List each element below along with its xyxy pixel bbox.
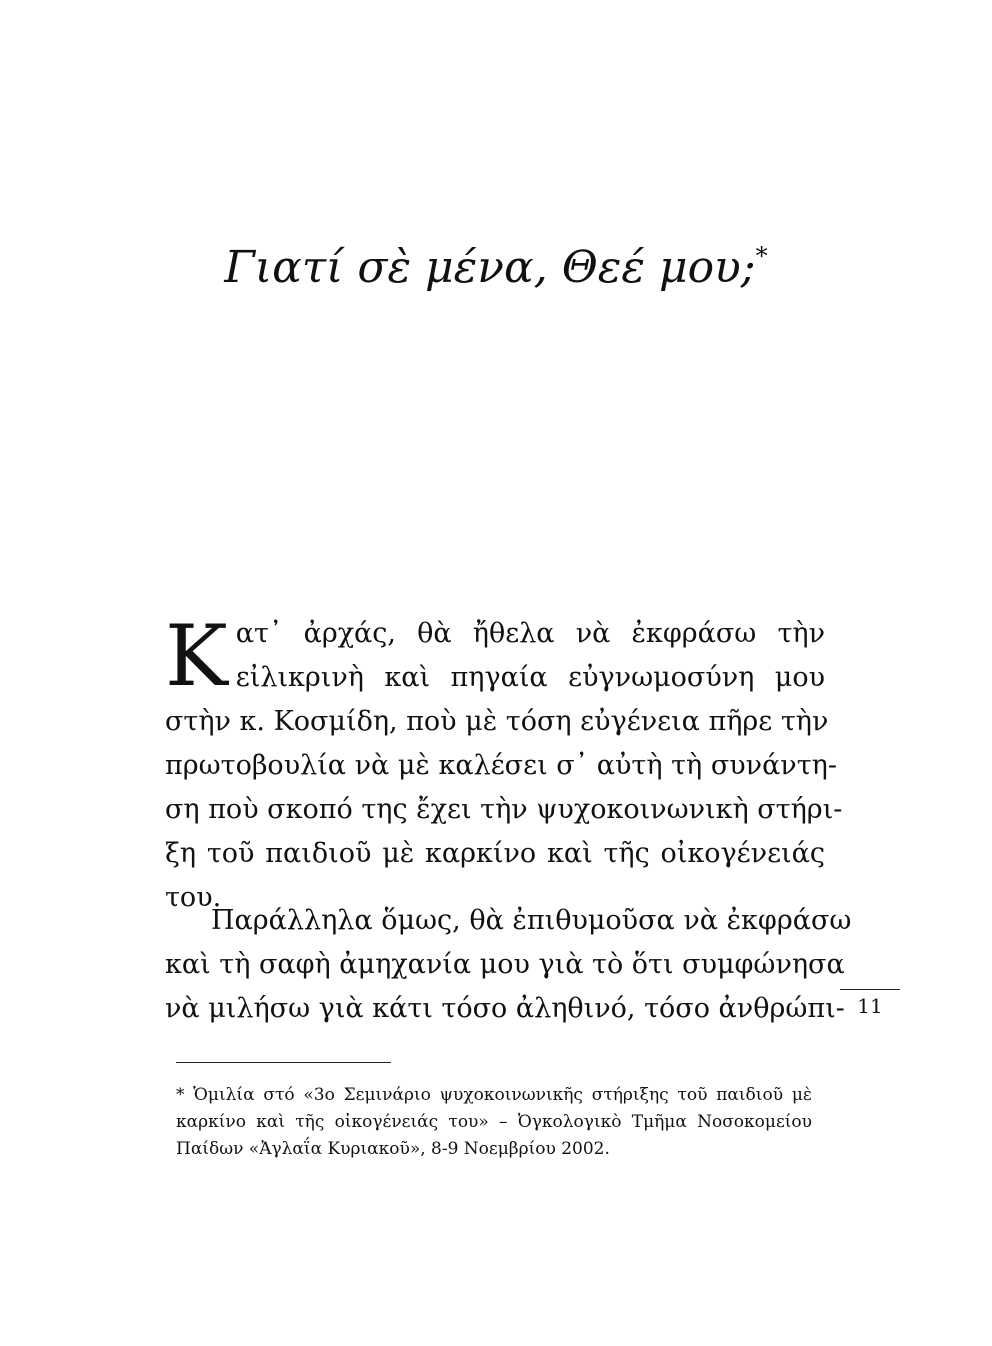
paragraph-line: ατ᾽ ἀρχάς, θὰ ἤθελα νὰ ἐκφράσω τὴν xyxy=(235,618,825,649)
paragraph-line: καὶ τὴ σαφὴ ἀμηχανία μου γιὰ τὸ ὅτι συμφώνησα xyxy=(165,949,845,980)
paragraph-2 xyxy=(165,899,852,1031)
paragraph-line: στὴν κ. Κοσμίδη, ποὺ μὲ τόση εὐγένεια πῆρε τὴν xyxy=(165,706,829,737)
paragraph-line: του. xyxy=(165,882,222,913)
paragraph-line: εἰλικρινὴ καὶ πηγαία εὐγνωμοσύνη μου xyxy=(235,662,825,693)
chapter-title-text: Γιατί σὲ μένα, Θεέ μου; xyxy=(224,242,756,293)
footnote-line: * Ὁμιλία στό «3ο Σεμινάριο ψυχοκοινωνικῆς στήριξης τοῦ παιδιοῦ μὲ xyxy=(176,1085,812,1105)
footnote xyxy=(176,1082,812,1163)
drop-cap: K xyxy=(165,607,228,705)
paragraph-1 xyxy=(165,607,843,920)
footnote-marker: * xyxy=(755,242,768,270)
paragraph-line: Παράλληλα ὅμως, θὰ ἐπιθυμοῦσα νὰ ἐκφράσω xyxy=(211,905,852,936)
page-number-rule xyxy=(840,989,900,990)
paragraph-line: ση ποὺ σκοπό της ἔχει τὴν ψυχοκοινωνικὴ στήρι- xyxy=(165,794,843,825)
footnote-line: καρκίνο καὶ τῆς οἰκογένειάς του» – Ὀγκολογικὸ Τμῆμα Νοσοκομείου xyxy=(176,1112,812,1132)
paragraph-line: ξη τοῦ παιδιοῦ μὲ καρκίνο καὶ τῆς οἰκογένειάς xyxy=(165,838,825,869)
footnote-divider xyxy=(176,1062,391,1063)
paragraph-line: πρωτοβουλία νὰ μὲ καλέσει σ᾽ αὐτὴ τὴ συνάντη- xyxy=(165,750,837,781)
paragraph-line: νὰ μιλήσω γιὰ κάτι τόσο ἀληθινό, τόσο ἀνθρώπι- xyxy=(165,993,845,1024)
page-number: 11 xyxy=(857,994,883,1018)
footnote-line: Παίδων «Ἀγλαΐα Κυριακοῦ», 8-9 Νοεμβρίου 2002. xyxy=(176,1139,610,1159)
chapter-title xyxy=(0,238,992,298)
